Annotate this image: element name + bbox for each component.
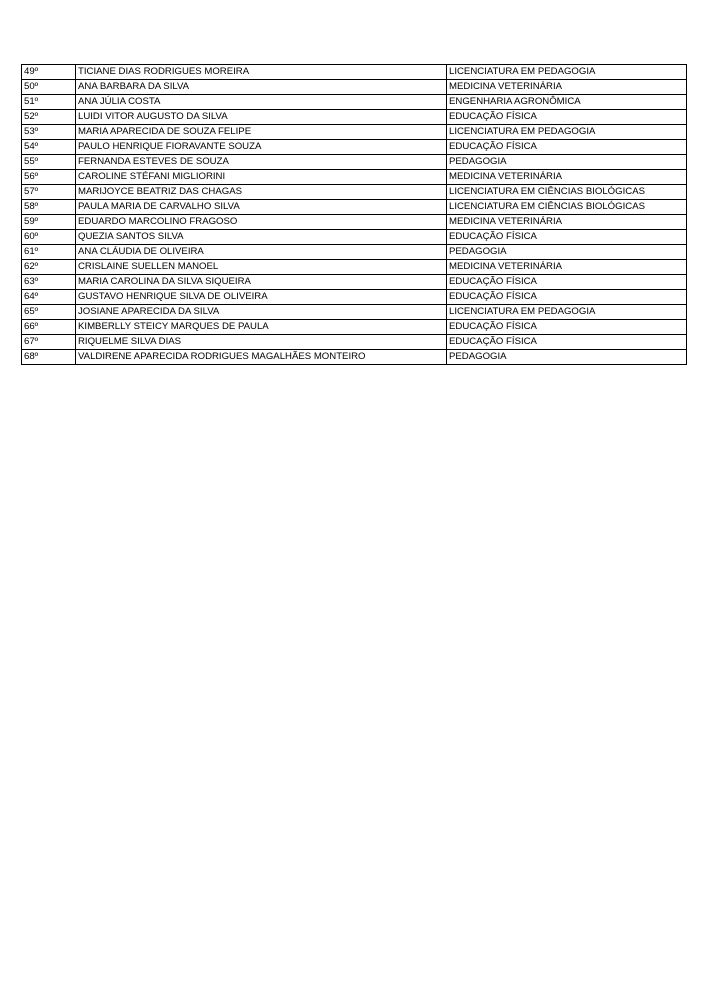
course-cell: PEDAGOGIA [447, 155, 687, 170]
candidate-name-cell: QUEZIA SANTOS SILVA [76, 230, 447, 245]
course-cell: MEDICINA VETERINÁRIA [447, 215, 687, 230]
course-cell: PEDAGOGIA [447, 350, 687, 365]
table-row [22, 350, 687, 365]
candidate-name-cell: EDUARDO MARCOLINO FRAGOSO [76, 215, 447, 230]
candidate-name-cell: RIQUELME SILVA DIAS [76, 335, 447, 350]
rank-cell: 64º [22, 290, 76, 305]
table-row [22, 110, 687, 125]
candidate-name-cell: LUIDI VITOR AUGUSTO DA SILVA [76, 110, 447, 125]
course-cell: LICENCIATURA EM CIÊNCIAS BIOLÓGICAS [447, 185, 687, 200]
table-row [22, 305, 687, 320]
course-cell: EDUCAÇÃO FÍSICA [447, 110, 687, 125]
course-cell: EDUCAÇÃO FÍSICA [447, 290, 687, 305]
table-row [22, 170, 687, 185]
course-cell: LICENCIATURA EM PEDAGOGIA [447, 305, 687, 320]
candidate-name-cell: CRISLAINE SUELLEN MANOEL [76, 260, 447, 275]
candidate-name-cell: ANA JÚLIA COSTA [76, 95, 447, 110]
candidate-name-cell: ANA CLÁUDIA DE OLIVEIRA [76, 245, 447, 260]
rank-cell: 51º [22, 95, 76, 110]
candidate-name-cell: MARIA CAROLINA DA SILVA SIQUEIRA [76, 275, 447, 290]
rank-cell: 58º [22, 200, 76, 215]
table-row [22, 155, 687, 170]
course-cell: ENGENHARIA AGRONÔMICA [447, 95, 687, 110]
table-row [22, 215, 687, 230]
candidate-name-cell: KIMBERLLY STEICY MARQUES DE PAULA [76, 320, 447, 335]
rank-cell: 67º [22, 335, 76, 350]
course-cell: PEDAGOGIA [447, 245, 687, 260]
table-row [22, 230, 687, 245]
rank-cell: 61º [22, 245, 76, 260]
course-cell: LICENCIATURA EM CIÊNCIAS BIOLÓGICAS [447, 200, 687, 215]
candidate-name-cell: MARIA APARECIDA DE SOUZA FELIPE [76, 125, 447, 140]
rank-cell: 66º [22, 320, 76, 335]
course-cell: EDUCAÇÃO FÍSICA [447, 140, 687, 155]
rank-cell: 59º [22, 215, 76, 230]
candidate-name-cell: JOSIANE APARECIDA DA SILVA [76, 305, 447, 320]
ranking-table-body [22, 65, 687, 365]
candidate-name-cell: ANA BARBARA DA SILVA [76, 80, 447, 95]
rank-cell: 63º [22, 275, 76, 290]
candidate-name-cell: GUSTAVO HENRIQUE SILVA DE OLIVEIRA [76, 290, 447, 305]
course-cell: EDUCAÇÃO FÍSICA [447, 275, 687, 290]
table-row [22, 245, 687, 260]
rank-cell: 55º [22, 155, 76, 170]
table-row [22, 320, 687, 335]
candidate-name-cell: MARIJOYCE BEATRIZ DAS CHAGAS [76, 185, 447, 200]
table-row [22, 80, 687, 95]
rank-cell: 62º [22, 260, 76, 275]
table-row [22, 335, 687, 350]
course-cell: MEDICINA VETERINÁRIA [447, 260, 687, 275]
table-row [22, 125, 687, 140]
rank-cell: 52º [22, 110, 76, 125]
table-row [22, 95, 687, 110]
candidate-name-cell: PAULO HENRIQUE FIORAVANTE SOUZA [76, 140, 447, 155]
table-row [22, 200, 687, 215]
candidate-name-cell: VALDIRENE APARECIDA RODRIGUES MAGALHÃES MONTEIRO [76, 350, 447, 365]
rank-cell: 68º [22, 350, 76, 365]
candidate-name-cell: PAULA MARIA DE CARVALHO SILVA [76, 200, 447, 215]
candidate-name-cell: CAROLINE STÉFANI MIGLIORINI [76, 170, 447, 185]
table-row [22, 275, 687, 290]
rank-cell: 53º [22, 125, 76, 140]
candidate-name-cell: FERNANDA ESTEVES DE SOUZA [76, 155, 447, 170]
course-cell: LICENCIATURA EM PEDAGOGIA [447, 125, 687, 140]
course-cell: MEDICINA VETERINÁRIA [447, 80, 687, 95]
table-row [22, 290, 687, 305]
table-row [22, 65, 687, 80]
rank-cell: 56º [22, 170, 76, 185]
course-cell: EDUCAÇÃO FÍSICA [447, 335, 687, 350]
course-cell: EDUCAÇÃO FÍSICA [447, 230, 687, 245]
candidate-name-cell: TICIANE DIAS RODRIGUES MOREIRA [76, 65, 447, 80]
rank-cell: 50º [22, 80, 76, 95]
ranking-table [21, 64, 687, 365]
course-cell: LICENCIATURA EM PEDAGOGIA [447, 65, 687, 80]
rank-cell: 65º [22, 305, 76, 320]
course-cell: EDUCAÇÃO FÍSICA [447, 320, 687, 335]
course-cell: MEDICINA VETERINÁRIA [447, 170, 687, 185]
rank-cell: 60º [22, 230, 76, 245]
rank-cell: 49º [22, 65, 76, 80]
rank-cell: 54º [22, 140, 76, 155]
table-row [22, 140, 687, 155]
table-row [22, 185, 687, 200]
table-row [22, 260, 687, 275]
rank-cell: 57º [22, 185, 76, 200]
